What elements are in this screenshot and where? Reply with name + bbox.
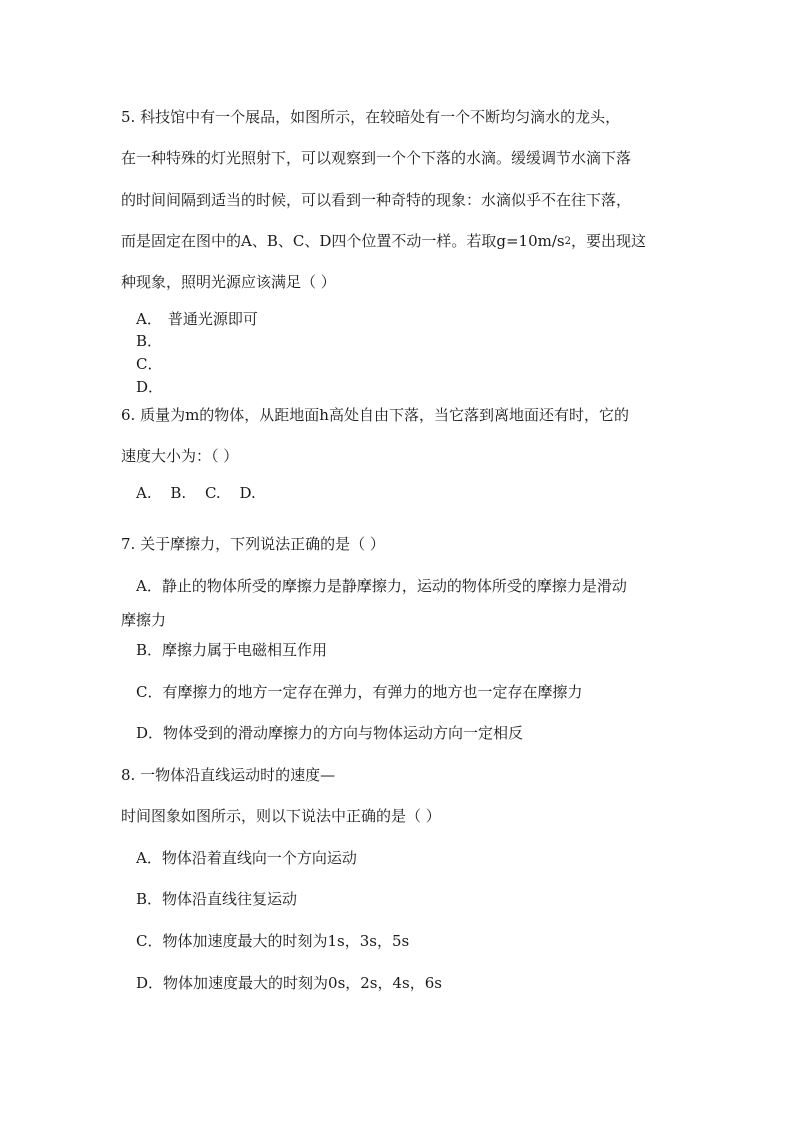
- q5-option-d-label: D．: [136, 378, 164, 396]
- q6-options: [136, 483, 270, 503]
- q7-option-a-line-2: 摩擦力: [121, 611, 167, 629]
- q5-option-c-label: C．: [136, 355, 163, 373]
- q5-option-d: [136, 377, 169, 397]
- q5-option-c: [136, 354, 168, 374]
- q6-option-c: C.: [204, 484, 221, 502]
- q7-stem: 7. 关于摩擦力，下列说法正确的是（ ）: [121, 535, 385, 553]
- q5-stem-line-2: 在一种特殊的灯光照射下，可以观察到一个个下落的水滴。缓缓调节水滴下落: [121, 149, 632, 167]
- q7-option-c: C．有摩擦力的地方一定存在弹力，有弹力的地方也一定存在摩擦力: [136, 683, 583, 701]
- q6-stem-line-1: 6. 质量为m的物体，从距地面h高处自由下落，当它落到离地面还有时，它的: [121, 406, 629, 424]
- q8-stem-line-1: 8. 一物体沿直线运动时的速度—: [121, 766, 336, 784]
- q5-exponent: 2: [564, 236, 571, 247]
- q5-option-a-label: A．: [136, 310, 162, 328]
- q8-option-b: B．物体沿直线往复运动: [136, 890, 298, 908]
- q8-option-d: D．物体加速度最大的时刻为0s，2s，4s，6s: [136, 974, 442, 992]
- q7-option-a-line-1: A．静止的物体所受的摩擦力是静摩擦力，运动的物体所受的摩擦力是滑动: [136, 577, 627, 595]
- q8-option-a: A．物体沿着直线向一个方向运动: [136, 849, 357, 867]
- q5-option-b-label: B．: [136, 332, 163, 350]
- q7-option-b: B．摩擦力属于电磁相互作用: [136, 641, 328, 659]
- q6-option-a: A.: [136, 484, 152, 502]
- q5-option-a-text: 普通光源即可: [167, 310, 258, 328]
- q6-option-b: B.: [170, 484, 187, 502]
- q5-stem-line-1: 5. 科技馆中有一个展品，如图所示，在较暗处有一个不断均匀滴水的龙头，: [121, 108, 621, 126]
- q7-option-d: D．物体受到的滑动摩擦力的方向与物体运动方向一定相反: [136, 724, 524, 742]
- q6-stem-line-2: 速度大小为：（ ）: [121, 447, 239, 465]
- q8-stem-line-2: 时间图象如图所示，则以下说法中正确的是（ ）: [121, 807, 441, 825]
- q5-option-a: [136, 309, 258, 329]
- q6-option-d: D.: [239, 484, 256, 502]
- q5-stem-line-4: [121, 231, 646, 254]
- q5-stem-line-4-text: 而是固定在图中的A、B、C、D四个位置不动一样。若取g=10m/s: [121, 232, 565, 250]
- q5-option-b: [136, 331, 168, 351]
- q8-option-c: C．物体加速度最大的时刻为1s，3s，5s: [136, 932, 410, 950]
- q5-stem-line-3: 的时间间隔到适当的时候，可以看到一种奇特的现象：水滴似乎不在往下落，: [121, 191, 632, 209]
- q5-stem-line-5: 种现象，照明光源应该满足（ ）: [121, 273, 336, 291]
- q5-stem-line-4-tail: ，要出现这: [570, 232, 646, 250]
